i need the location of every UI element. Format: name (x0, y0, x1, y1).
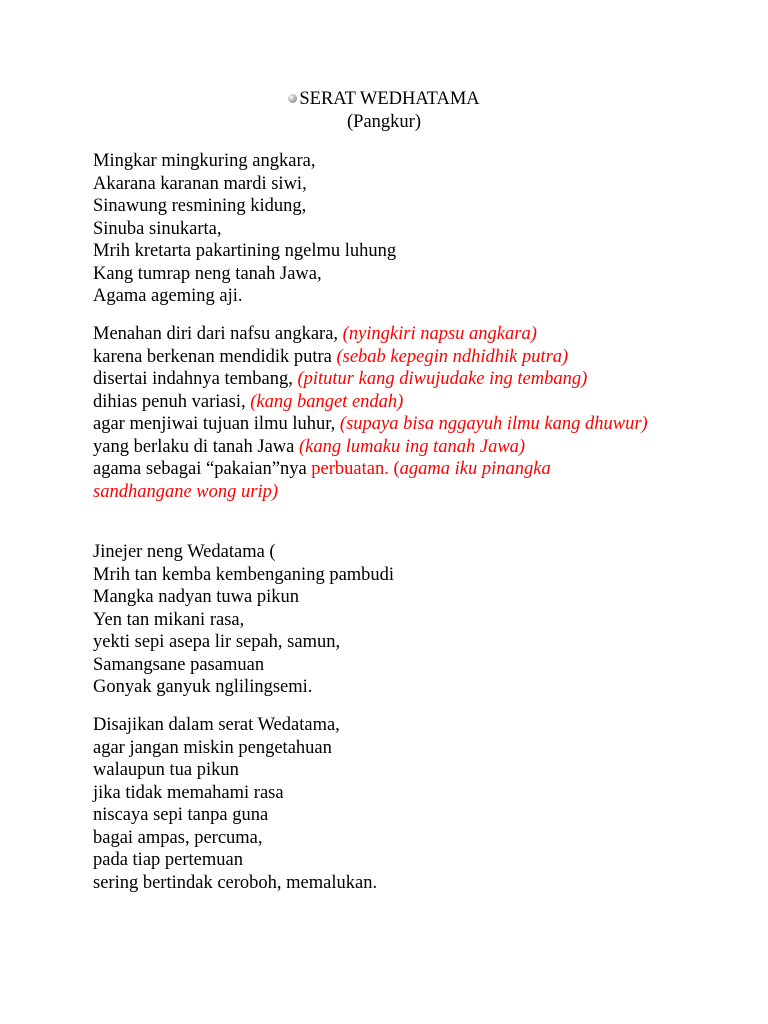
verse-line: Akarana karanan mardi siwi, (93, 173, 307, 194)
stanza-2-translation (93, 323, 683, 503)
verse-line: Yen tan mikani rasa, (93, 609, 245, 630)
javanese-note: (pitutur kang diwujudake ing tembang) (297, 369, 588, 389)
verse-line: Mrih kretarta pakartining ngelmu luhung (93, 241, 397, 261)
translation-line: agama sebagai “pakaian”nya perbuatan. (agama iku pinangka sandhangane wong urip) (93, 459, 551, 502)
verse-line: Jinejer neng Wedatama ( (93, 542, 276, 562)
verse-line: niscaya sepi tanpa guna (93, 805, 269, 825)
red-text: perbuatan. ( (311, 459, 400, 479)
verse-line: walaupun tua pikun (93, 760, 239, 780)
translation-line: disertai indahnya tembang, (pitutur kang diwujudake ing tembang) (93, 369, 588, 389)
stanza-1-javanese (93, 150, 683, 308)
verse-line: Sinuba sinukarta, (93, 218, 222, 239)
verse-line: yekti sepi asepa lir sepah, samun, (93, 632, 341, 652)
verse-line: Disajikan dalam serat Wedatama, (93, 715, 340, 735)
javanese-note: (kang banget endah) (250, 391, 404, 412)
verse-line: pada tiap pertemuan (93, 850, 243, 870)
translation-line: Menahan diri dari nafsu angkara, (nyingkiri napsu angkara) (93, 324, 537, 344)
verse-line: Mangka nadyan tuwa pikun (93, 587, 300, 607)
bullet-icon (288, 94, 297, 103)
verse-line: Sinawung resmining kidung, (93, 196, 307, 216)
document-title: SERAT WEDHATAMA (0, 88, 768, 111)
verse-line: Samangsane pasamuan (93, 654, 265, 675)
verse-line: jika tidak memahami rasa (93, 782, 284, 803)
verse-line: agar jangan miskin pengetahuan (93, 737, 332, 758)
stanza-4-translation (93, 714, 683, 894)
verse-line: Mingkar mingkuring angkara, (93, 151, 316, 171)
verse-line: Agama ageming aji. (93, 286, 243, 306)
translation-line: karena berkenan mendidik putra (sebab kepegin ndhidhik putra) (93, 346, 569, 367)
translation-line: dihias penuh variasi, (kang banget endah) (93, 391, 404, 412)
verse-line: Gonyak ganyuk nglilingsemi. (93, 677, 313, 697)
title-block (0, 88, 768, 133)
verse-line: bagai ampas, percuma, (93, 827, 263, 848)
verse-line: Mrih tan kemba kembenganing pambudi (93, 564, 395, 585)
verse-line: sering bertindak ceroboh, memalukan. (93, 872, 378, 893)
javanese-note: (kang lumaku ing tanah Jawa) (299, 436, 526, 457)
javanese-note: (nyingkiri napsu angkara) (342, 324, 537, 344)
javanese-note: (supaya bisa nggayuh ilmu kang dhuwur) (339, 414, 648, 434)
document-subtitle: (Pangkur) (347, 111, 421, 132)
stanza-3-javanese (93, 541, 683, 699)
javanese-note: agama iku pinangka sandhangane wong urip) (93, 459, 551, 502)
verse-line: Kang tumrap neng tanah Jawa, (93, 263, 322, 284)
translation-line: agar menjiwai tujuan ilmu luhur, (supaya bisa nggayuh ilmu kang dhuwur) (93, 414, 648, 434)
javanese-note: (sebab kepegin ndhidhik putra) (336, 346, 569, 367)
translation-line: yang berlaku di tanah Jawa (kang lumaku ing tanah Jawa) (93, 436, 526, 457)
